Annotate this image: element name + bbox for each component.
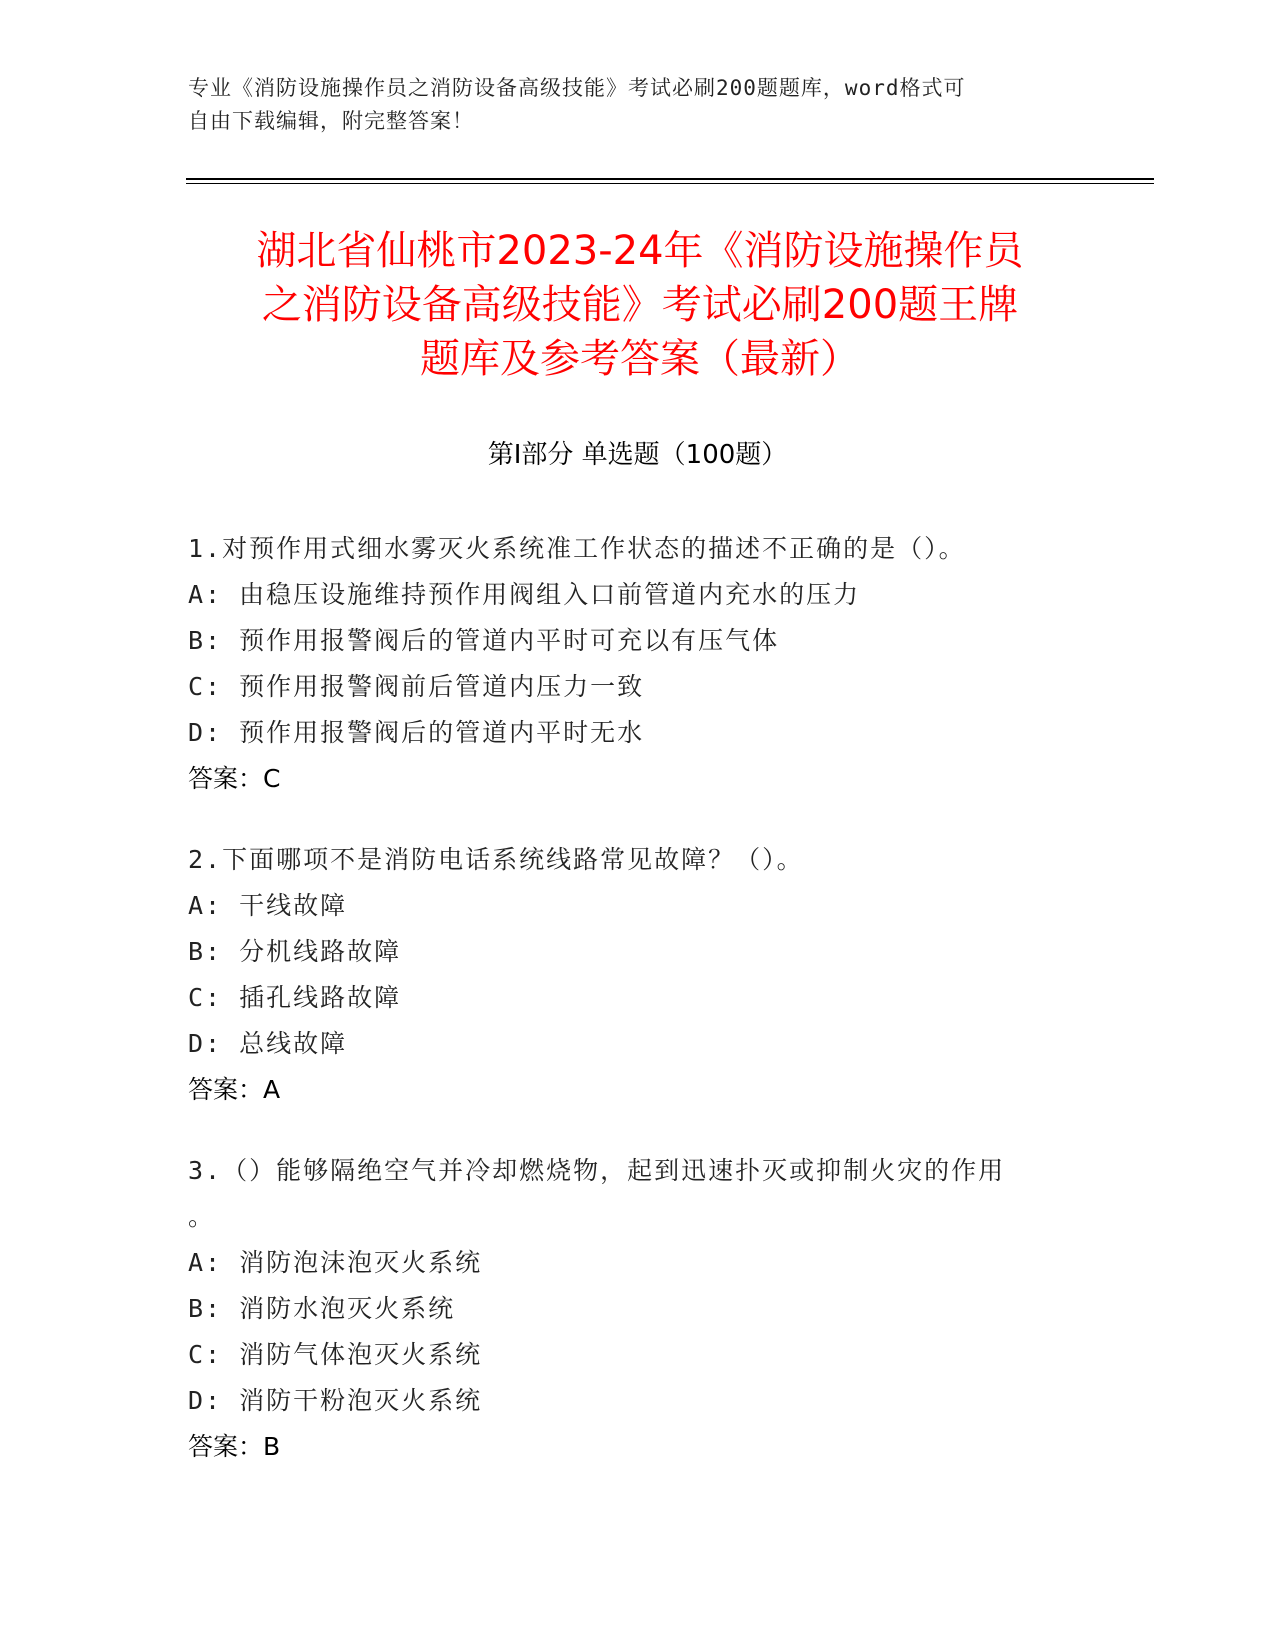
option-c: C: 消防气体泡灭火系统 bbox=[188, 1340, 483, 1369]
option-a: A: 干线故障 bbox=[188, 891, 348, 920]
document-title-line-3: 题库及参考答案（最新） bbox=[420, 336, 860, 382]
document-title-line-1: 湖北省仙桃市2023-24年《消防设施操作员 bbox=[256, 228, 1024, 274]
answer: 答案：C bbox=[188, 764, 281, 793]
answer: 答案：A bbox=[188, 1075, 281, 1104]
question-3 bbox=[188, 1148, 1068, 1470]
question-stem-line-1: 3.（）能够隔绝空气并冷却燃烧物，起到迅速扑灭或抑制火灾的作用 bbox=[188, 1156, 1006, 1185]
header-note-line-1: 专业《消防设施操作员之消防设备高级技能》考试必刷200题题库，word格式可 bbox=[188, 76, 966, 100]
option-b: B: 消防水泡灭火系统 bbox=[188, 1294, 456, 1323]
option-b: B: 分机线路故障 bbox=[188, 937, 402, 966]
option-b: B: 预作用报警阀后的管道内平时可充以有压气体 bbox=[188, 626, 780, 655]
option-d: D: 预作用报警阀后的管道内平时无水 bbox=[188, 718, 645, 747]
question-stem: 1.对预作用式细水雾灭火系统准工作状态的描述不正确的是（）。 bbox=[188, 534, 966, 563]
option-d: D: 消防干粉泡灭火系统 bbox=[188, 1386, 483, 1415]
question-1 bbox=[188, 526, 1068, 802]
answer: 答案：B bbox=[188, 1432, 281, 1461]
option-a: A: 消防泡沫泡灭火系统 bbox=[188, 1248, 483, 1277]
document-title-line-2: 之消防设备高级技能》考试必刷200题王牌 bbox=[261, 282, 1019, 328]
section-heading: 第I部分 单选题（100题） bbox=[487, 440, 788, 470]
option-c: C: 预作用报警阀前后管道内压力一致 bbox=[188, 672, 645, 701]
question-stem-line-2: 。 bbox=[188, 1202, 216, 1231]
question-list bbox=[188, 526, 1068, 1505]
header-note-line-2: 自由下载编辑，附完整答案！ bbox=[188, 109, 474, 133]
option-a: A: 由稳压设施维持预作用阀组入口前管道内充水的压力 bbox=[188, 580, 861, 609]
document-title bbox=[190, 224, 1090, 386]
option-d: D: 总线故障 bbox=[188, 1029, 348, 1058]
question-2 bbox=[188, 837, 1068, 1113]
header-divider-thin bbox=[186, 183, 1154, 184]
question-stem: 2.下面哪项不是消防电话系统线路常见故障？（）。 bbox=[188, 845, 804, 874]
header-note bbox=[188, 72, 1068, 138]
header-divider-thick bbox=[186, 178, 1154, 180]
option-c: C: 插孔线路故障 bbox=[188, 983, 402, 1012]
